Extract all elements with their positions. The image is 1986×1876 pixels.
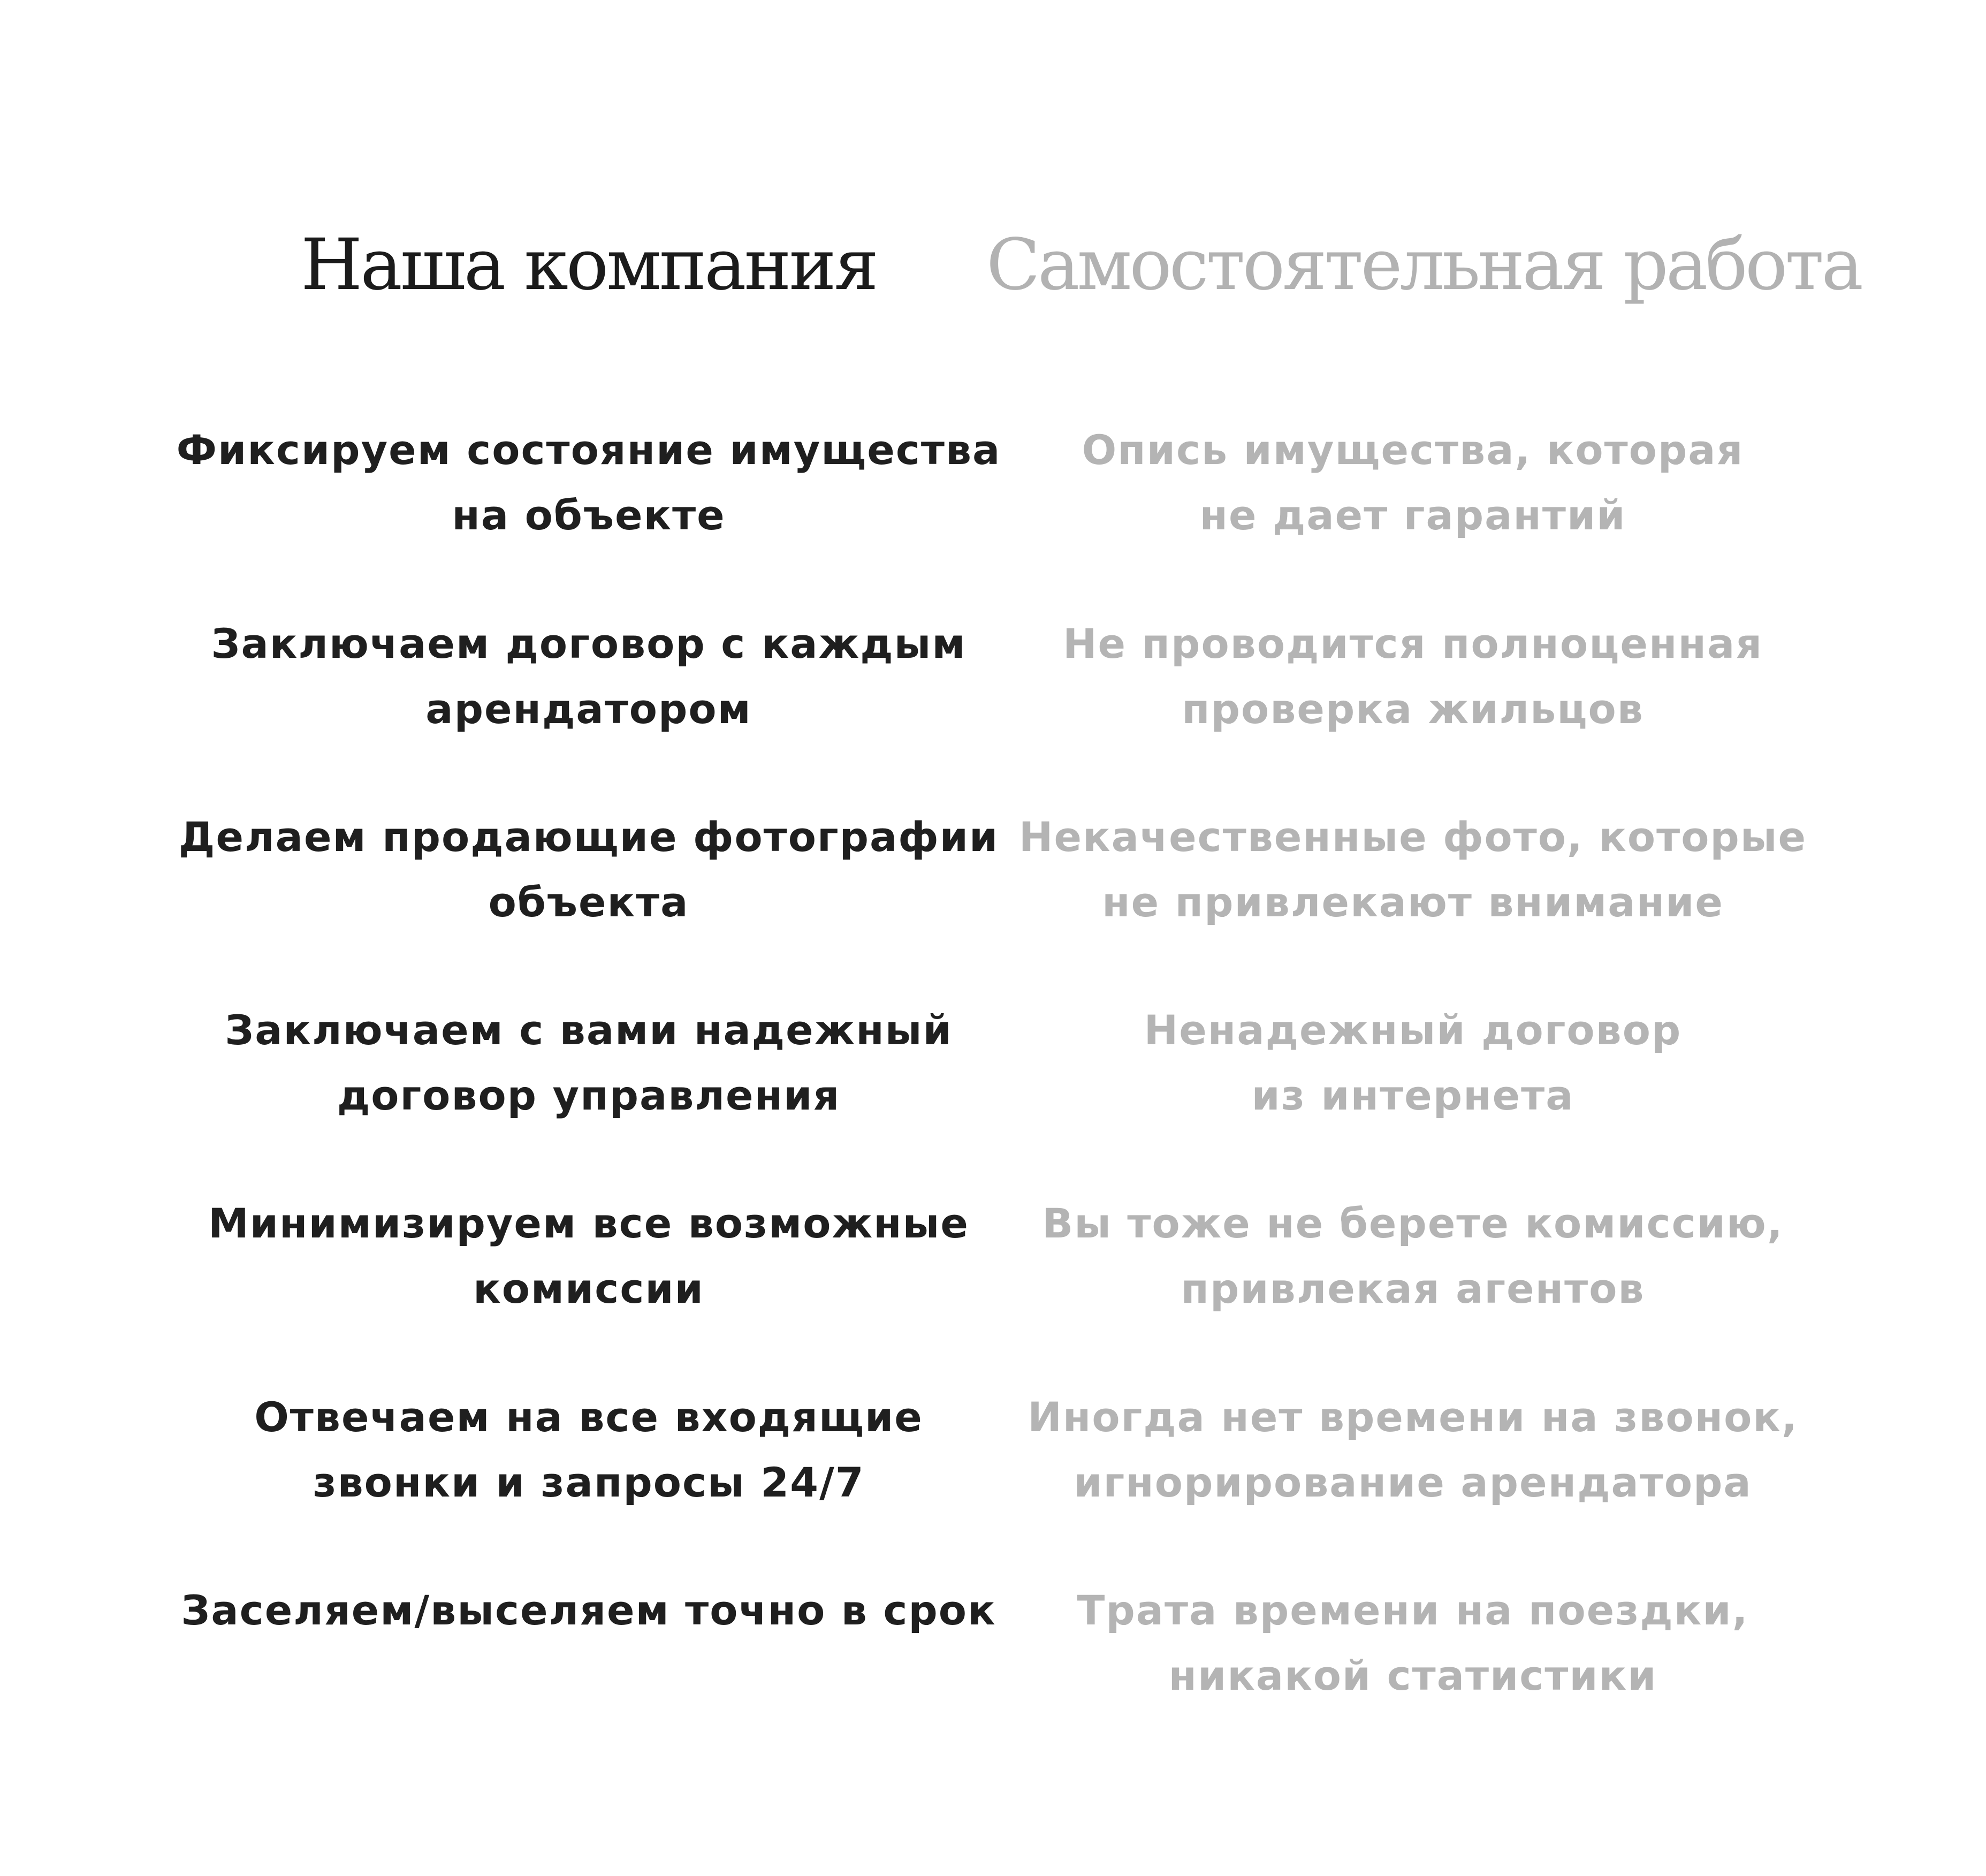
self-work-point [1017,417,1809,548]
point-line: из интернета [1251,1072,1574,1119]
point-line: Фиксируем состояние имущества [176,426,1001,474]
point-line: игнорирование арендатора [1074,1459,1752,1506]
point-line: не привлекают внимание [1102,878,1724,926]
our-company-point [161,417,1017,548]
our-company-point [161,998,1017,1128]
point-line: Не проводится полноценная [1062,620,1763,667]
our-company-point [161,1385,1017,1515]
point-line: договор управления [337,1072,841,1119]
self-work-point [1017,804,1809,935]
point-line: звонки и запросы 24/7 [313,1459,865,1506]
point-line: Вы тоже не берете комиссию, [1042,1199,1784,1247]
point-line: никакой статистики [1168,1652,1657,1699]
heading-self-work: Самостоятельная работа [986,224,1861,306]
our-company-point [161,804,1017,935]
point-line: привлекая агентов [1181,1265,1645,1312]
point-line: комиссии [473,1265,704,1312]
point-line: Заселяем/выселяем точно в срок [181,1586,996,1634]
point-line: не дает гарантий [1199,491,1626,539]
point-line: на объекте [452,491,726,539]
point-line: арендатором [425,685,752,733]
point-line: проверка жильцов [1182,685,1644,733]
point-line: Трата времени на поездки, [1077,1586,1749,1634]
point-line: Ненадежный договор [1144,1006,1682,1054]
point-line: Опись имущества, которая [1082,426,1744,474]
self-work-point [1017,1385,1809,1515]
point-line: Иногда нет времени на звонок, [1028,1393,1798,1441]
point-line: Некачественные фото, которые [1018,813,1807,861]
point-line: Делаем продающие фотографии [178,813,999,861]
our-company-point [161,1191,1017,1321]
self-work-point [1017,1191,1809,1321]
self-work-point [1017,611,1809,742]
our-company-point [161,1578,1017,1643]
point-line: Заключаем с вами надежный [225,1006,953,1054]
point-line: Минимизируем все возможные [208,1199,969,1247]
our-company-point [161,611,1017,742]
point-line: Отвечаем на все входящие [254,1393,923,1441]
heading-our-company: Наша компания [301,224,877,306]
point-line: объекта [488,878,689,926]
self-work-point [1017,1578,1809,1708]
point-line: Заключаем договор с каждым [211,620,967,667]
self-work-point [1017,998,1809,1128]
